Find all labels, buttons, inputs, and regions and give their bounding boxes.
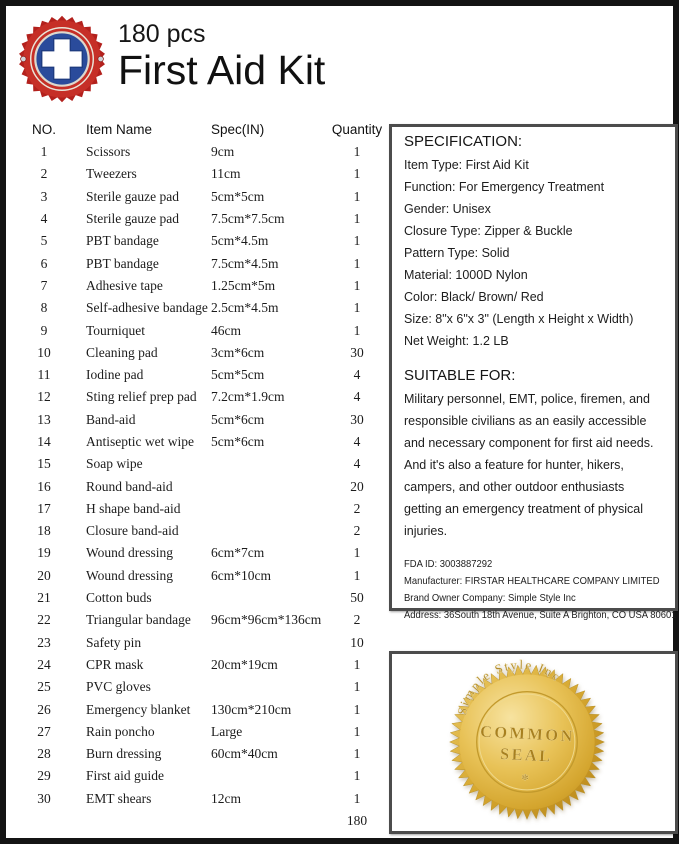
row-number: 11 — [37, 367, 51, 383]
brand-header — [16, 12, 325, 106]
table-row — [20, 520, 392, 542]
specification-lines — [404, 154, 663, 352]
column-header-name: Item Name — [86, 122, 153, 137]
item-name: Iodine pad — [86, 367, 144, 383]
item-name: PVC gloves — [86, 679, 151, 695]
specification-heading: SPECIFICATION: — [404, 133, 523, 150]
item-spec: 1.25cm*5m — [211, 277, 276, 293]
spec-line: Material: 1000D Nylon — [404, 268, 528, 282]
item-name: Wound dressing — [86, 567, 174, 583]
table-row — [20, 743, 392, 765]
row-number: 26 — [37, 701, 51, 717]
table-row — [20, 208, 392, 230]
column-header-spec: Spec(IN) — [211, 122, 265, 137]
row-number: 20 — [37, 567, 51, 583]
row-number: 30 — [37, 790, 51, 806]
specification-panel — [389, 124, 678, 621]
row-number: 21 — [37, 590, 51, 606]
spec-line: Pattern Type: Solid — [404, 246, 510, 260]
spec-line: Function: For Emergency Treatment — [404, 180, 605, 194]
item-quantity: 2 — [353, 500, 361, 516]
row-number: 9 — [40, 322, 48, 338]
row-number: 5 — [40, 233, 48, 249]
row-number: 7 — [40, 277, 48, 293]
table-row — [20, 409, 392, 431]
row-number: 10 — [37, 344, 51, 360]
table-row — [20, 319, 392, 341]
table-row — [20, 765, 392, 787]
item-quantity: 1 — [353, 567, 361, 583]
spec-line: Size: 8"x 6"x 3" (Length x Height x Width) — [404, 312, 634, 326]
item-quantity: 4 — [353, 434, 361, 449]
item-spec: 9cm — [211, 144, 235, 160]
item-quantity: 1 — [353, 166, 361, 182]
first-aid-cross-icon — [16, 12, 108, 106]
row-number: 29 — [37, 768, 51, 784]
item-name: Antiseptic wet wipe — [86, 434, 194, 449]
item-quantity: 1 — [353, 255, 361, 271]
item-name: Sterile gauze pad — [86, 211, 179, 227]
row-number: 24 — [37, 656, 51, 672]
item-spec: 2.5cm*4.5m — [211, 300, 279, 316]
item-spec: 7.5cm*7.5cm — [211, 211, 285, 227]
item-quantity: 1 — [353, 233, 361, 249]
item-name: Soap wipe — [86, 456, 143, 472]
table-body — [20, 141, 392, 810]
item-name: Closure band-aid — [86, 523, 179, 539]
row-number: 16 — [37, 478, 51, 494]
total-quantity: 180 — [346, 813, 368, 829]
item-name: Wound dressing — [86, 545, 174, 561]
table-row — [20, 230, 392, 252]
item-quantity: 1 — [353, 545, 361, 561]
item-spec: 6cm*7cm — [211, 545, 265, 561]
item-spec: 5cm*4.5m — [211, 233, 269, 249]
item-quantity: 1 — [353, 746, 361, 762]
table-row — [20, 297, 392, 319]
regulatory-line: Brand Owner Company: Simple Style Inc — [404, 592, 576, 604]
row-number: 8 — [40, 300, 48, 316]
table-row — [20, 498, 392, 520]
item-name: Sting relief prep pad — [86, 389, 197, 405]
item-quantity: 30 — [350, 411, 364, 427]
regulatory-line: FDA ID: 3003887292 — [404, 558, 493, 570]
table-row — [20, 252, 392, 274]
item-quantity: 1 — [353, 322, 361, 338]
table-row — [20, 676, 392, 698]
item-spec: 11cm — [211, 166, 241, 182]
table-row — [20, 609, 392, 631]
item-spec: 7.5cm*4.5m — [211, 255, 279, 271]
title-block — [118, 12, 325, 92]
item-quantity: 1 — [353, 277, 361, 293]
column-header-no: NO. — [31, 122, 56, 137]
item-quantity: 1 — [353, 211, 361, 227]
table-row — [20, 342, 392, 364]
item-quantity: 1 — [353, 188, 361, 204]
regulatory-line: Manufacturer: FIRSTAR HEALTHCARE COMPANY LIMITED — [404, 575, 660, 587]
item-quantity: 1 — [353, 701, 361, 717]
item-name: Sterile gauze pad — [86, 188, 179, 204]
seal-arc-text: Simple Style Inc — [454, 656, 565, 717]
suitable-paragraph: Military personnel, EMT, police, firemen, and responsible civilians as an easily accessible and necessary component for first aid needs. — [404, 392, 654, 450]
items-table — [20, 118, 392, 832]
spec-line: Net Weight: 1.2 LB — [404, 334, 509, 348]
table-row — [20, 654, 392, 676]
item-name: Tweezers — [86, 166, 137, 182]
row-number: 23 — [37, 634, 51, 650]
row-number: 19 — [37, 545, 51, 561]
table-row — [20, 542, 392, 564]
item-quantity: 50 — [350, 590, 364, 606]
item-spec: 5cm*5cm — [211, 367, 265, 383]
row-number: 12 — [37, 389, 51, 405]
row-number: 22 — [37, 612, 51, 628]
item-name: EMT shears — [86, 790, 152, 806]
item-name: Burn dressing — [86, 746, 162, 762]
item-spec: Large — [211, 723, 243, 739]
spec-line: Closure Type: Zipper & Buckle — [404, 224, 573, 238]
item-spec: 3cm*6cm — [211, 344, 265, 360]
table-row — [20, 431, 392, 453]
item-quantity: 1 — [353, 768, 361, 784]
suitable-paragraph: And it's also a feature for hunter, hikers, campers, and other outdoor enthusiasts getting an emergency treatment of physical injuries. — [404, 458, 644, 538]
item-quantity: 1 — [353, 723, 361, 739]
item-quantity: 10 — [350, 634, 364, 650]
row-number: 15 — [37, 456, 51, 472]
table-row — [20, 386, 392, 408]
spec-line: Color: Black/ Brown/ Red — [404, 290, 544, 304]
item-name: Scissors — [86, 144, 131, 160]
item-name: Cleaning pad — [86, 344, 158, 360]
table-row — [20, 453, 392, 475]
spec-line: Gender: Unisex — [404, 202, 491, 216]
logo-rivet-left — [21, 56, 27, 62]
item-spec: 96cm*96cm*136cm — [211, 612, 322, 628]
item-spec: 46cm — [211, 322, 241, 338]
item-name: Safety pin — [86, 634, 142, 650]
item-name: Tourniquet — [86, 322, 146, 338]
item-spec: 6cm*10cm — [211, 567, 271, 583]
regulatory-block — [404, 556, 677, 624]
row-number: 1 — [40, 144, 48, 160]
item-quantity: 1 — [353, 679, 361, 695]
suitable-for-heading: SUITABLE FOR: — [404, 367, 516, 384]
table-row — [20, 186, 392, 208]
item-spec: 5cm*5cm — [211, 188, 265, 204]
item-quantity: 20 — [350, 478, 364, 494]
item-name: Adhesive tape — [86, 277, 163, 293]
product-title: First Aid Kit — [118, 47, 326, 93]
item-name: Self-adhesive bandage — [86, 300, 208, 316]
item-name: PBT bandage — [86, 255, 159, 271]
table-row — [20, 475, 392, 497]
row-number: 13 — [37, 411, 51, 427]
table-row — [20, 698, 392, 720]
item-name: Round band-aid — [86, 478, 173, 494]
row-number: 3 — [40, 188, 48, 204]
row-number: 28 — [37, 746, 51, 762]
item-name: Band-aid — [86, 411, 136, 427]
table-row — [20, 364, 392, 386]
row-number: 17 — [37, 500, 51, 516]
row-number: 2 — [40, 166, 48, 182]
company-seal-panel — [389, 651, 678, 834]
item-quantity: 4 — [353, 367, 361, 383]
table-row — [20, 565, 392, 587]
gold-seal-icon — [440, 655, 614, 829]
item-name: Emergency blanket — [86, 701, 191, 717]
suitable-for-text — [404, 388, 663, 542]
pieces-count: 180 pcs — [118, 20, 206, 48]
item-quantity: 4 — [353, 456, 361, 472]
table-row — [20, 275, 392, 297]
row-number: 6 — [40, 255, 48, 271]
row-number: 18 — [37, 523, 51, 539]
table-total-row — [20, 810, 392, 832]
seal-star-icon: * — [520, 771, 530, 789]
row-number: 27 — [37, 723, 51, 739]
item-spec: 5cm*6cm — [211, 411, 265, 427]
item-quantity: 30 — [350, 344, 364, 360]
row-number: 14 — [37, 434, 51, 449]
item-quantity: 2 — [353, 612, 361, 628]
item-name: First aid guide — [86, 768, 164, 784]
item-spec: 130cm*210cm — [211, 701, 292, 717]
table-row — [20, 163, 392, 185]
item-name: H shape band-aid — [86, 500, 181, 516]
column-header-quantity: Quantity — [331, 122, 383, 137]
row-number: 4 — [40, 211, 48, 227]
item-spec: 60cm*40cm — [211, 746, 278, 762]
spec-line: Item Type: First Aid Kit — [404, 158, 529, 172]
table-row — [20, 141, 392, 163]
item-spec: 12cm — [211, 790, 241, 806]
item-quantity: 2 — [353, 523, 361, 539]
item-quantity: 1 — [353, 656, 361, 672]
item-spec: 5cm*6cm — [211, 434, 265, 449]
item-spec: 7.2cm*1.9cm — [211, 389, 285, 405]
table-row — [20, 587, 392, 609]
seal-center-line2: SEAL — [499, 743, 554, 766]
row-number: 25 — [37, 679, 51, 695]
item-quantity: 4 — [353, 389, 361, 405]
logo-rivet-right — [98, 56, 104, 62]
item-spec: 20cm*19cm — [211, 656, 278, 672]
item-name: Triangular bandage — [86, 612, 191, 628]
item-name: PBT bandage — [86, 233, 159, 249]
regulatory-line: Address: 36South 18th Avenue, Suite A Brighton, CO USA 80601 — [404, 609, 677, 621]
table-row — [20, 721, 392, 743]
item-name: Cotton buds — [86, 590, 152, 606]
seal-center-line1: COMMON — [479, 721, 576, 746]
table-row — [20, 632, 392, 654]
item-name: Rain poncho — [86, 723, 155, 739]
item-quantity: 1 — [353, 300, 361, 316]
item-quantity: 1 — [353, 790, 361, 806]
table-row — [20, 788, 392, 810]
item-name: CPR mask — [86, 656, 144, 672]
item-quantity: 1 — [353, 144, 361, 160]
table-header — [20, 118, 392, 141]
